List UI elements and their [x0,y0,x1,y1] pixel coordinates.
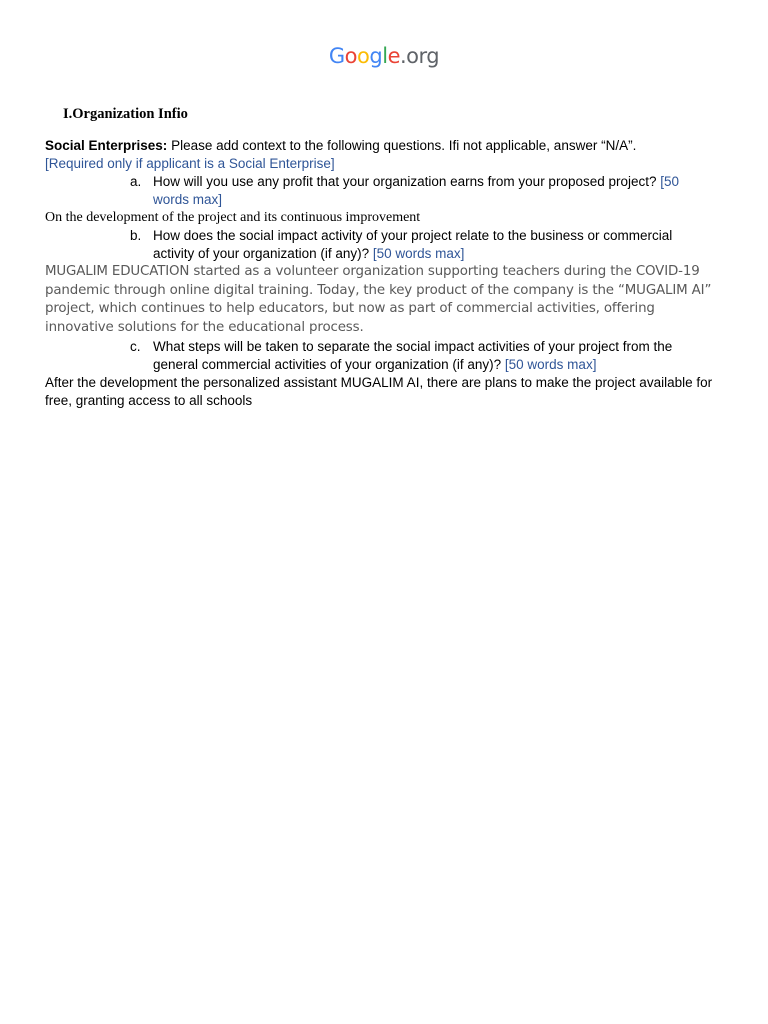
question-c-text: What steps will be taken to separate the social impact activities of your project from the general commercial activities of your organization (if any)? [153,338,673,372]
answer-b: MUGALIM EDUCATION started as a volunteer organization supporting teachers during the COVID-19 pandemic through online digital training. Today, the key product of the company is the “MUGALIM AI” project, which continues to help educators, but now as part of commercial activities, offering innovative solutions for the educational process. [45,264,712,336]
question-a-limit: [50 words max] [153,174,680,207]
logo-letter-4: g [369,44,383,68]
logo-letter-2: o [344,44,358,68]
intro-label: Social Enterprises: [45,138,168,153]
logo-letter-3: o [357,44,370,68]
question-b-marker: b. [130,228,142,243]
question-c [45,338,703,374]
question-a-marker: a. [130,174,142,189]
answer-a: On the development of the project and its continuous improvement [45,210,421,225]
question-b [45,227,703,263]
question-a [45,173,703,209]
google-org-logo [0,44,768,68]
question-b-text: How does the social impact activity of your project relate to the business or commercial activity of your organization (if any)? [153,228,673,261]
intro-text: Please add context to the following questions. Ifi not applicable, answer “N/A”. [167,138,637,153]
required-note: [Required only if applicant is a Social Enterprise] [45,156,335,171]
document-body [45,137,725,410]
question-c-limit: [50 words max] [504,356,597,372]
logo-letter-6: e [387,44,400,68]
answer-c: After the development the personalized assistant MUGALIM AI, there are plans to make the project available for free, granting access to all schools [45,374,713,408]
logo-letter-5: l [382,44,388,68]
question-c-marker: c. [130,338,141,354]
question-a-text: How will you use any profit that your organization earns from your proposed project? [153,174,661,189]
logo-suffix: .org [399,44,440,68]
intro-paragraph [45,137,725,155]
question-b-limit: [50 words max] [372,246,465,261]
logo-letter-1: G [328,44,345,68]
section-title: I.Organization Infio [63,106,188,122]
